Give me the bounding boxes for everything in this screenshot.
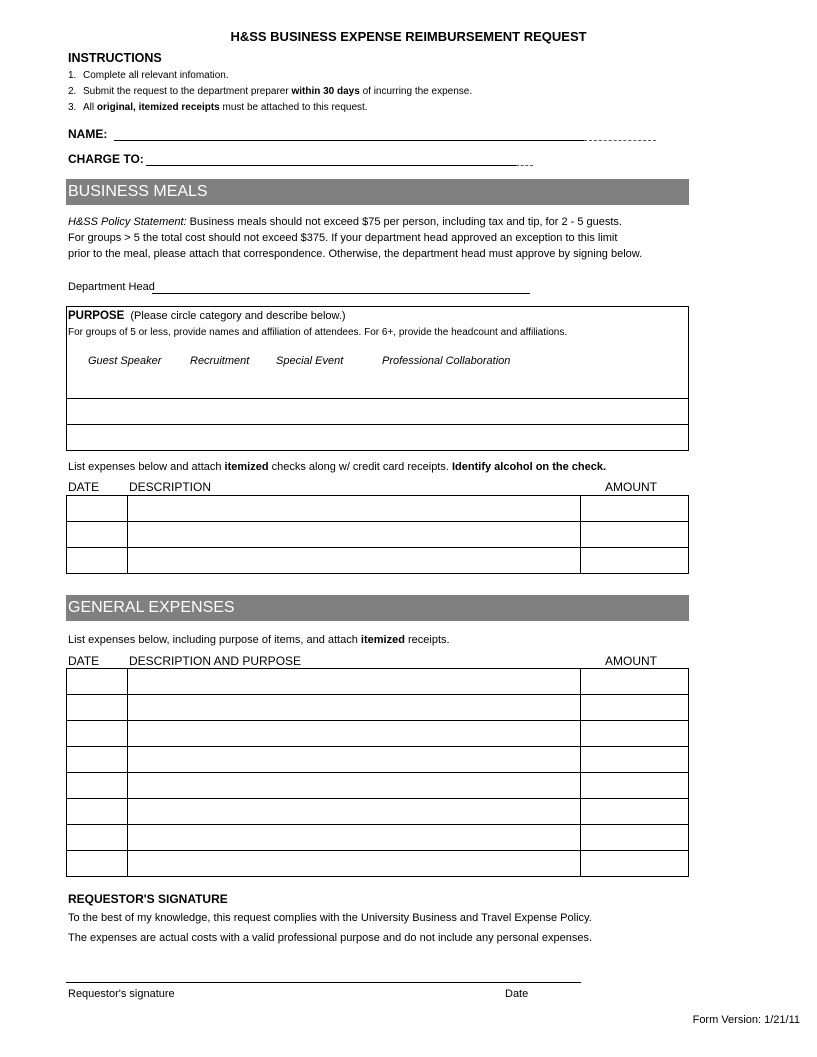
column-header-amount: AMOUNT — [605, 480, 657, 494]
column-header-description: DESCRIPTION AND PURPOSE — [129, 654, 302, 668]
amount-cell[interactable] — [581, 721, 689, 747]
policy-statement-line: prior to the meal, please attach that correspondence. Otherwise, the department head must approve by signing below. — [68, 248, 643, 260]
description-cell[interactable] — [128, 669, 581, 695]
table-row — [67, 773, 689, 799]
general-expenses-heading: GENERAL EXPENSES — [66, 595, 689, 621]
category-recruitment[interactable]: Recruitment — [190, 355, 250, 367]
description-cell[interactable] — [128, 721, 581, 747]
instruction-item: 2. Submit the request to the department preparer within 30 days of incurring the expense. — [68, 86, 473, 97]
table-row — [67, 799, 689, 825]
description-cell[interactable] — [128, 522, 581, 548]
table-row — [67, 747, 689, 773]
date-cell[interactable] — [67, 721, 128, 747]
column-header-date: DATE — [68, 654, 100, 668]
column-header-date: DATE — [68, 480, 100, 494]
name-label: NAME: — [68, 127, 108, 141]
description-cell[interactable] — [128, 825, 581, 851]
amount-cell[interactable] — [581, 825, 689, 851]
purpose-heading-row: PURPOSE (Please circle category and describe below.) — [68, 310, 346, 322]
table-row — [67, 548, 689, 574]
date-cell[interactable] — [67, 548, 128, 574]
signature-line[interactable] — [66, 982, 581, 983]
form-version: Form Version: 1/21/11 — [692, 1014, 800, 1026]
amount-cell[interactable] — [581, 773, 689, 799]
table-row — [67, 825, 689, 851]
purpose-instruction: For groups of 5 or less, provide names and affiliation of attendees. For 6+, provide the headcount and affiliations. — [68, 327, 568, 338]
date-cell[interactable] — [67, 522, 128, 548]
date-cell[interactable] — [67, 773, 128, 799]
description-cell[interactable] — [128, 851, 581, 877]
description-cell[interactable] — [128, 773, 581, 799]
name-field-extension — [584, 140, 656, 141]
table-row — [67, 721, 689, 747]
date-cell[interactable] — [67, 695, 128, 721]
category-special-event[interactable]: Special Event — [276, 355, 344, 367]
business-meals-heading: BUSINESS MEALS — [66, 179, 689, 205]
amount-cell[interactable] — [581, 695, 689, 721]
column-header-description: DESCRIPTION — [129, 480, 212, 494]
meals-expense-table — [66, 495, 689, 574]
charge-to-field[interactable] — [146, 165, 516, 166]
policy-statement-line: H&SS Policy Statement: Business meals should not exceed $75 per person, including tax and tip, for 2 - 5 guests. — [68, 216, 622, 228]
date-cell[interactable] — [67, 851, 128, 877]
form-title: H&SS BUSINESS EXPENSE REIMBURSEMENT REQUEST — [230, 29, 587, 44]
instructions-heading: INSTRUCTIONS — [68, 51, 162, 65]
description-cell[interactable] — [128, 695, 581, 721]
table-row — [67, 496, 689, 522]
description-cell[interactable] — [128, 496, 581, 522]
purpose-description-field[interactable] — [67, 399, 687, 422]
instruction-item: 1. Complete all relevant infomation. — [68, 70, 229, 81]
purpose-description-field[interactable] — [67, 425, 687, 449]
amount-cell[interactable] — [581, 669, 689, 695]
charge-to-field-extension — [516, 165, 533, 166]
table-row — [67, 851, 689, 877]
general-list-instruction: List expenses below, including purpose of items, and attach itemized receipts. — [68, 634, 450, 646]
meals-list-instruction: List expenses below and attach itemized checks along w/ credit card receipts. Identify alcohol on the check. — [68, 461, 607, 473]
amount-cell[interactable] — [581, 522, 689, 548]
date-cell[interactable] — [67, 825, 128, 851]
table-row — [67, 695, 689, 721]
charge-to-label: CHARGE TO: — [68, 152, 144, 166]
column-header-amount: AMOUNT — [605, 654, 657, 668]
amount-cell[interactable] — [581, 548, 689, 574]
general-expense-table — [66, 668, 689, 877]
description-cell[interactable] — [128, 747, 581, 773]
date-label: Date — [505, 988, 529, 1000]
attestation-line: To the best of my knowledge, this request complies with the University Business and Travel Expense Policy. — [68, 912, 592, 924]
date-cell[interactable] — [67, 669, 128, 695]
instruction-item: 3. All original, itemized receipts must be attached to this request. — [68, 102, 368, 113]
department-head-label: Department Head — [68, 281, 155, 293]
category-professional-collaboration[interactable]: Professional Collaboration — [382, 355, 511, 367]
signature-label: Requestor's signature — [68, 988, 175, 1000]
amount-cell[interactable] — [581, 851, 689, 877]
category-guest-speaker[interactable]: Guest Speaker — [88, 355, 162, 367]
description-cell[interactable] — [128, 799, 581, 825]
table-row — [67, 522, 689, 548]
date-cell[interactable] — [67, 496, 128, 522]
date-cell[interactable] — [67, 747, 128, 773]
amount-cell[interactable] — [581, 747, 689, 773]
date-cell[interactable] — [67, 799, 128, 825]
amount-cell[interactable] — [581, 496, 689, 522]
attestation-line: The expenses are actual costs with a valid professional purpose and do not include any personal expenses. — [68, 932, 593, 944]
amount-cell[interactable] — [581, 799, 689, 825]
signature-heading: REQUESTOR'S SIGNATURE — [68, 892, 228, 906]
table-row — [67, 669, 689, 695]
description-cell[interactable] — [128, 548, 581, 574]
policy-statement-line: For groups > 5 the total cost should not exceed $375. If your department head approved an exception to this limit — [68, 232, 618, 244]
department-head-signature-field[interactable] — [152, 293, 530, 294]
name-field[interactable] — [114, 140, 584, 141]
